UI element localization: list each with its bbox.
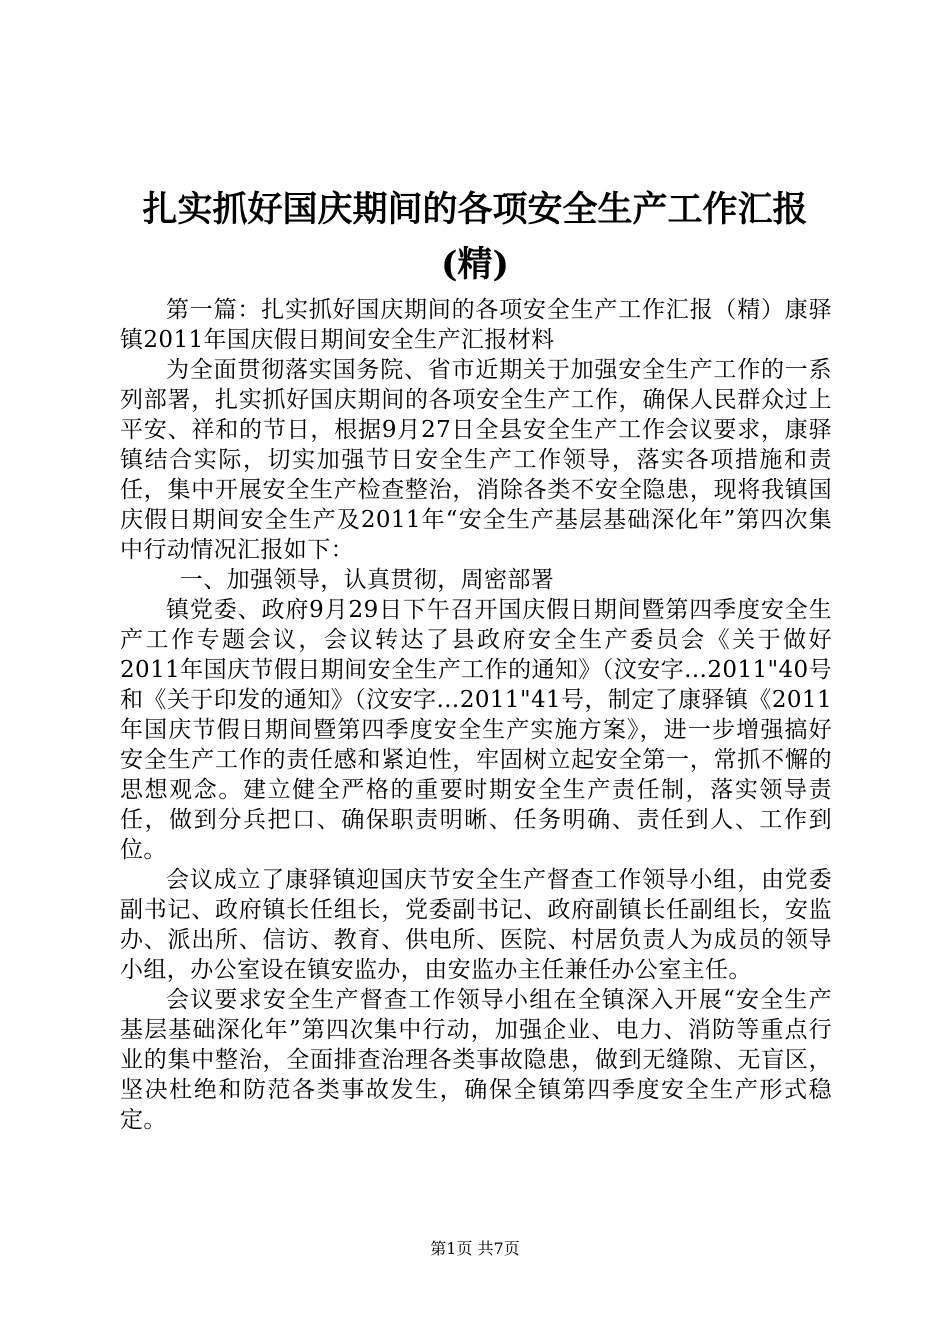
page-number-footer: 第1页 共7页	[430, 1239, 520, 1258]
paragraph: 为全面贯彻落实国务院、省市近期关于加强安全生产工作的一系列部署，扎实抓好国庆期间的各项安全生产工作，确保人民群众过上平安、祥和的节日，根据9月27日全县安全生产工作会议要求，康驿镇结合实际，切实加强节日安全生产工作领导，落实各项措施和责任，集中开展安全生产检查整治，消除各类不安全隐患，现将我镇国庆假日期间安全生产及2011年“安全生产基层基础深化年”第四次集中行动情况汇报如下：	[120, 357, 832, 563]
section-heading: 一、加强领导，认真贯彻，周密部署	[179, 567, 555, 593]
paragraph: 会议成立了康驿镇迎国庆节安全生产督查工作领导小组，由党委副书记、政府镇长任组长，党委副书记、政府副镇长任副组长，安监办、派出所、信访、教育、供电所、医院、村居负责人为成员的领导小组，办公室设在镇安监办，由安监办主任兼任办公室主任。	[120, 867, 832, 983]
document-title: 扎实抓好国庆期间的各项安全生产工作汇报	[142, 189, 808, 230]
document-body	[120, 295, 832, 1135]
paragraph-intro: 第一篇：扎实抓好国庆期间的各项安全生产工作汇报（精）康驿镇2011年国庆假日期间安全生产汇报材料	[120, 297, 832, 353]
paragraph: 会议要求安全生产督查工作领导小组在全镇深入开展“安全生产基层基础深化年”第四次集中行动，加强企业、电力、消防等重点行业的集中整治，全面排查治理各类事故隐患，做到无缝隙、无盲区，坚决杜绝和防范各类事故发生，确保全镇第四季度安全生产形式稳定。	[120, 987, 832, 1133]
document-title-suffix: (精)	[440, 244, 510, 285]
paragraph: 镇党委、政府9月29日下午召开国庆假日期间暨第四季度安全生产工作专题会议，会议转达了县政府安全生产委员会《关于做好2011年国庆节假日期间安全生产工作的通知》（汶安字…2011"40号和《关于印发的通知》（汶安字…2011"41号，制定了康驿镇《2011年国庆节假日期间暨第四季度安全生产实施方案》，进一步增强搞好安全生产工作的责任感和紧迫性，牢固树立起安全第一，常抓不懈的思想观念。建立健全严格的重要时期安全生产责任制，落实领导责任，做到分兵把口、确保职责明晰、任务明确、责任到人、工作到位。	[120, 597, 832, 863]
